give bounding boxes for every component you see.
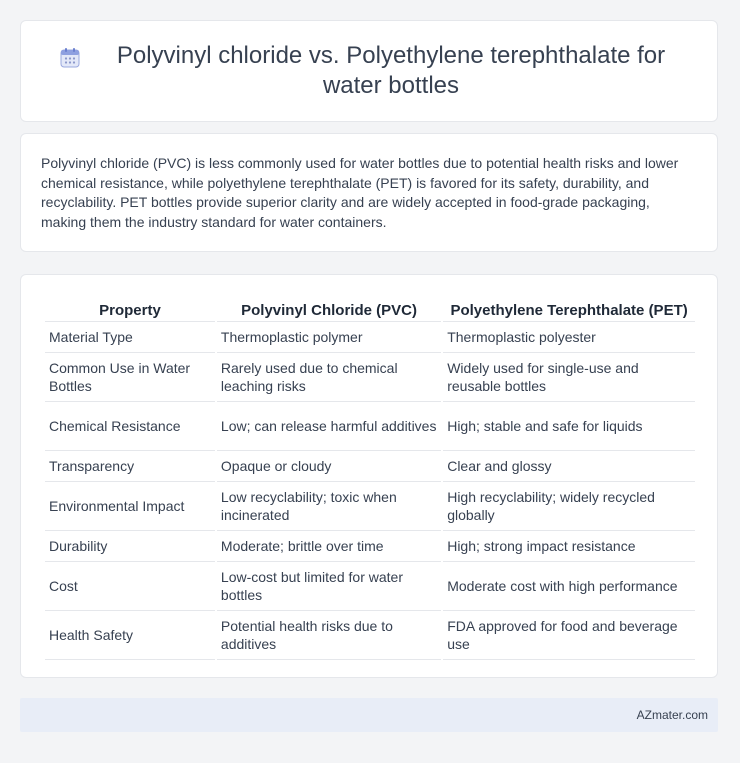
cell-pet: Moderate cost with high performance (443, 562, 695, 611)
title-wrap (59, 41, 679, 101)
cell-pet: Thermoplastic polyester (443, 322, 695, 353)
cell-pet: High; stable and safe for liquids (443, 402, 695, 451)
intro-paragraph: Polyvinyl chloride (PVC) is less commonly used for water bottles due to potential health risks and lower chemical resistance, while polyethylene terephthalate (PET) is favored for its safety, durability, and recyclability. PET bottles provide superior clarity and are widely accepted in food-grade packaging, making them the industry standard for water containers. (41, 155, 679, 230)
cell-property: Material Type (45, 322, 215, 353)
table-row (45, 402, 695, 451)
cell-property: Cost (45, 562, 215, 611)
cell-property: Transparency (45, 451, 215, 482)
table-row (45, 451, 695, 482)
cell-pet: Widely used for single-use and reusable bottles (443, 353, 695, 402)
intro-card (20, 133, 718, 252)
cell-pvc: Low-cost but limited for water bottles (217, 562, 441, 611)
calendar-icon (59, 47, 81, 69)
cell-pet: High; strong impact resistance (443, 531, 695, 562)
footer-bar (20, 698, 718, 732)
comparison-table (43, 295, 697, 660)
cell-pvc: Potential health risks due to additives (217, 611, 441, 660)
header-pvc: Polyvinyl Chloride (PVC) (217, 295, 441, 322)
comparison-card (20, 274, 718, 678)
cell-property: Environmental Impact (45, 482, 215, 531)
cell-property: Common Use in Water Bottles (45, 353, 215, 402)
cell-pvc: Thermoplastic polymer (217, 322, 441, 353)
table-row (45, 353, 695, 402)
cell-pvc: Rarely used due to chemical leaching risks (217, 353, 441, 402)
cell-property: Durability (45, 531, 215, 562)
table-header-row (45, 295, 695, 322)
footer-brand: AZmater.com (636, 708, 708, 722)
title-card (20, 20, 718, 122)
cell-pet: Clear and glossy (443, 451, 695, 482)
cell-pet: FDA approved for food and beverage use (443, 611, 695, 660)
table-row (45, 562, 695, 611)
table-row (45, 482, 695, 531)
table-row (45, 611, 695, 660)
table-row (45, 531, 695, 562)
header-property: Property (45, 295, 215, 322)
cell-pvc: Opaque or cloudy (217, 451, 441, 482)
cell-property: Health Safety (45, 611, 215, 660)
cell-pvc: Moderate; brittle over time (217, 531, 441, 562)
cell-pet: High recyclability; widely recycled globally (443, 482, 695, 531)
cell-pvc: Low; can release harmful additives (217, 402, 441, 451)
cell-property: Chemical Resistance (45, 402, 215, 451)
table-row (45, 322, 695, 353)
cell-pvc: Low recyclability; toxic when incinerated (217, 482, 441, 531)
page-title: Polyvinyl chloride vs. Polyethylene terephthalate for water bottles (116, 42, 666, 99)
header-pet: Polyethylene Terephthalate (PET) (443, 295, 695, 322)
